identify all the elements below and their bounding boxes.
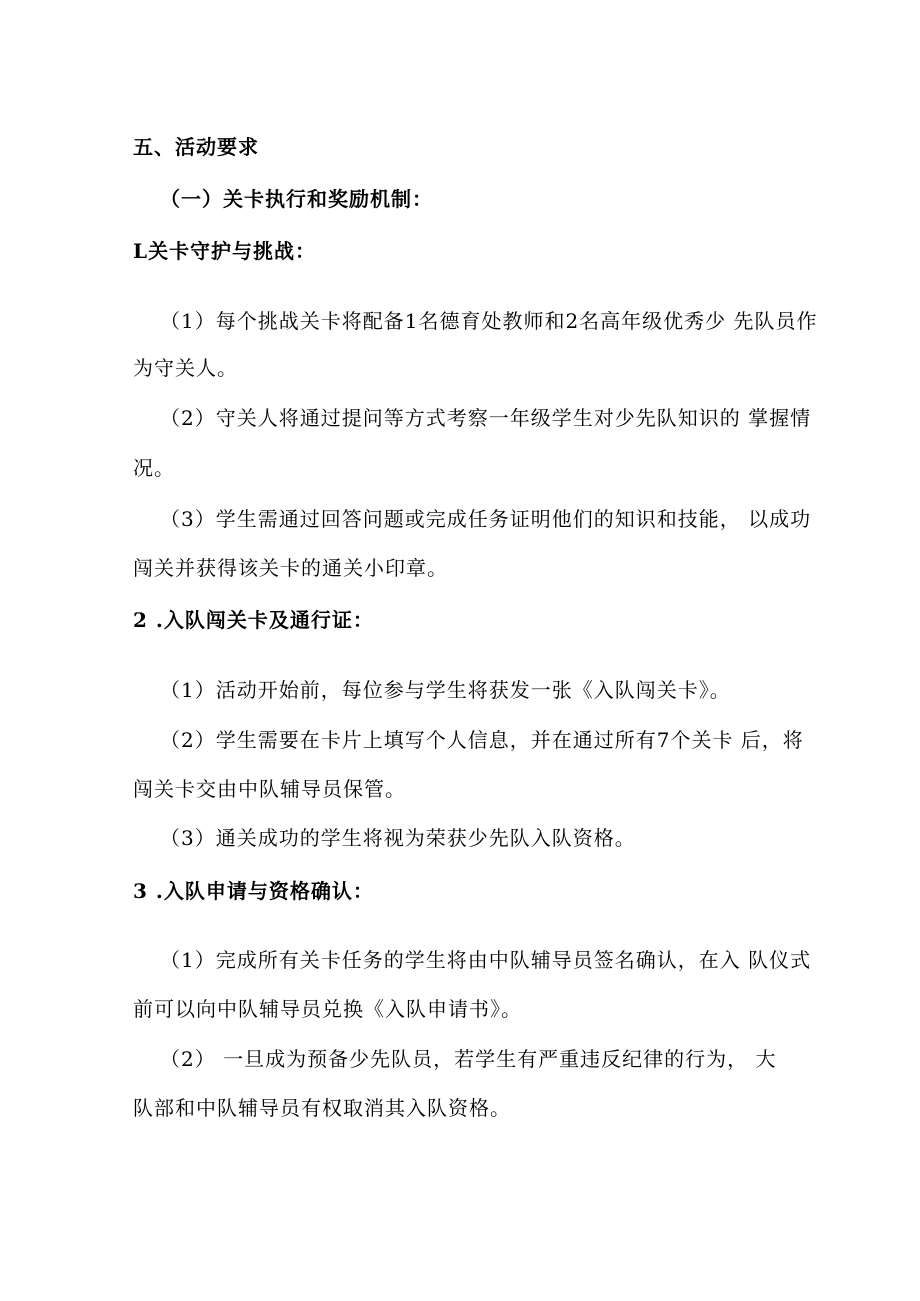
subsection-title: （一）关卡执行和奖励机制： [160,187,433,211]
part3-item1-line2: 前可以向中队辅导员兑换《入队申请书》。 [133,997,522,1021]
part2-item2-line1: （2）学生需要在卡片上填写个人信息，并在通过所有7个关卡 后，将 [160,728,804,752]
part2-item1-line1: （1）活动开始前，每位参与学生将获发一张《入队闯关卡》。 [160,678,731,702]
part2-heading: 2 .入队闯关卡及通行证： [133,608,374,632]
part2-item3-line1: （3）通关成功的学生将视为荣获少先队入队资格。 [160,826,636,850]
part2-item2-line2: 闯关卡交由中队辅导员保管。 [133,777,406,801]
part3-heading: 3 .入队申请与资格确认： [133,879,374,903]
part3-item2-line1: （2） 一旦成为预备少先队员，若学生有严重违反纪律的行为， 大 [160,1047,777,1071]
part1-item1-line2: 为守关人。 [133,356,238,380]
part1-item3-line1: （3）学生需通过回答问题或完成任务证明他们的知识和技能， 以成功 [160,507,812,531]
part3-item2-line2: 队部和中队辅导员有权取消其入队资格。 [133,1096,511,1120]
part1-item3-line2: 闯关并获得该关卡的通关小印章。 [133,556,448,580]
part1-heading: L关卡守护与挑战： [133,239,317,263]
part1-item1-line1: （1）每个挑战关卡将配备1名德育处教师和2名高年级优秀少 先队员作 [160,309,818,333]
part1-item2-line1: （2）守关人将通过提问等方式考察一年级学生对少先队知识的 掌握情 [160,406,812,430]
part3-item1-line1: （1）完成所有关卡任务的学生将由中队辅导员签名确认，在入 队仪式 [160,948,812,972]
part1-item2-line2: 况。 [133,456,175,480]
section-title: 五、活动要求 [133,135,259,159]
